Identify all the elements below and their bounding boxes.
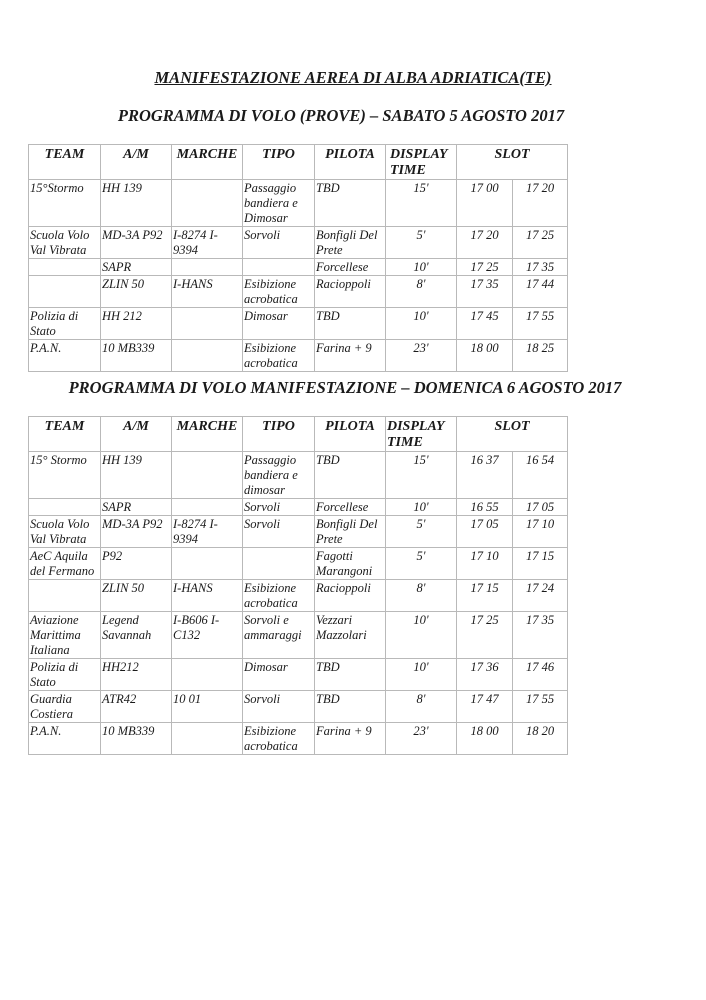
pilota-cell: TBD <box>315 308 386 340</box>
header-am: A/M <box>101 417 172 452</box>
table-row <box>29 723 568 755</box>
marche-cell <box>172 499 243 516</box>
header-marche: MARCHE <box>172 417 243 452</box>
pilota-cell: Racioppoli <box>315 276 386 308</box>
tipo-cell: Sorvoli <box>243 516 315 548</box>
tipo-cell: Sorvoli <box>243 499 315 516</box>
team-cell: Scuola Volo Val Vibrata <box>29 227 101 259</box>
display-time-cell: 23' <box>386 340 457 372</box>
am-cell: ATR42 <box>101 691 172 723</box>
pilota-cell: TBD <box>315 659 386 691</box>
marche-cell <box>172 180 243 227</box>
header-am: A/M <box>101 145 172 180</box>
header-tipo: TIPO <box>243 145 315 180</box>
tipo-cell: Passaggio bandiera e Dimosar <box>243 180 315 227</box>
display-time-cell: 10' <box>386 612 457 659</box>
slot-end-cell: 17 44 <box>513 276 568 308</box>
marche-cell: 10 01 <box>172 691 243 723</box>
display-time-cell: 15' <box>386 180 457 227</box>
display-time-cell: 10' <box>386 659 457 691</box>
slot-start-cell: 17 35 <box>457 276 513 308</box>
slot-end-cell: 16 54 <box>513 452 568 499</box>
slot-start-cell: 17 05 <box>457 516 513 548</box>
pilota-cell: TBD <box>315 180 386 227</box>
slot-start-cell: 17 20 <box>457 227 513 259</box>
table-row <box>29 180 568 227</box>
tipo-cell <box>243 259 315 276</box>
marche-cell <box>172 659 243 691</box>
marche-cell <box>172 723 243 755</box>
tipo-cell: Sorvoli <box>243 227 315 259</box>
pilota-cell: TBD <box>315 452 386 499</box>
pilota-cell: Racioppoli <box>315 580 386 612</box>
saturday-section-title: PROGRAMMA DI VOLO (PROVE) – SABATO 5 AGOSTO 2017 <box>117 106 565 125</box>
pilota-cell: Vezzari Mazzolari <box>315 612 386 659</box>
slot-end-cell: 18 20 <box>513 723 568 755</box>
display-time-cell: 5' <box>386 548 457 580</box>
table-row <box>29 340 568 372</box>
table-row <box>29 259 568 276</box>
table-row <box>29 516 568 548</box>
table-row <box>29 276 568 308</box>
am-cell: ZLIN 50 <box>101 276 172 308</box>
tipo-cell: Dimosar <box>243 659 315 691</box>
table-header-row <box>29 417 568 452</box>
marche-cell <box>172 452 243 499</box>
tipo-cell: Sorvoli e ammaraggi <box>243 612 315 659</box>
am-cell: HH 212 <box>101 308 172 340</box>
marche-cell: I-B606 I-C132 <box>172 612 243 659</box>
slot-start-cell: 16 55 <box>457 499 513 516</box>
slot-end-cell: 17 35 <box>513 612 568 659</box>
display-time-cell: 8' <box>386 276 457 308</box>
pilota-cell: Forcellese <box>315 259 386 276</box>
pilota-cell: Bonfigli Del Prete <box>315 227 386 259</box>
tipo-cell: Esibizione acrobatica <box>243 340 315 372</box>
tipo-cell: Esibizione acrobatica <box>243 580 315 612</box>
team-cell <box>29 276 101 308</box>
slot-end-cell: 18 25 <box>513 340 568 372</box>
slot-end-cell: 17 55 <box>513 308 568 340</box>
am-cell: HH212 <box>101 659 172 691</box>
am-cell: HH 139 <box>101 180 172 227</box>
tipo-cell: Passaggio bandiera e dimosar <box>243 452 315 499</box>
sunday-section-title: PROGRAMMA DI VOLO MANIFESTAZIONE – DOMENICA 6 AGOSTO 2017 <box>68 378 622 397</box>
header-team: TEAM <box>29 417 101 452</box>
pilota-cell: Farina + 9 <box>315 340 386 372</box>
header-display-time: DISPLAY TIME <box>386 417 457 452</box>
display-time-cell: 10' <box>386 499 457 516</box>
table-row <box>29 227 568 259</box>
display-time-cell: 5' <box>386 227 457 259</box>
table-row <box>29 580 568 612</box>
table-row <box>29 548 568 580</box>
slot-start-cell: 18 00 <box>457 723 513 755</box>
am-cell: MD-3A P92 <box>101 516 172 548</box>
page-title: MANIFESTAZIONE AEREA DI ALBA ADRIATICA(TE) <box>154 68 552 87</box>
team-cell <box>29 259 101 276</box>
team-cell: AeC Aquila del Fermano <box>29 548 101 580</box>
table-row <box>29 452 568 499</box>
slot-start-cell: 17 45 <box>457 308 513 340</box>
slot-start-cell: 17 25 <box>457 612 513 659</box>
slot-start-cell: 17 25 <box>457 259 513 276</box>
team-cell: Aviazione Marittima Italiana <box>29 612 101 659</box>
tipo-cell: Esibizione acrobatica <box>243 723 315 755</box>
slot-start-cell: 17 10 <box>457 548 513 580</box>
display-time-cell: 10' <box>386 259 457 276</box>
am-cell: SAPR <box>101 259 172 276</box>
am-cell: P92 <box>101 548 172 580</box>
table-row <box>29 659 568 691</box>
table-header-row <box>29 145 568 180</box>
team-cell <box>29 499 101 516</box>
slot-start-cell: 17 47 <box>457 691 513 723</box>
pilota-cell: Farina + 9 <box>315 723 386 755</box>
am-cell: ZLIN 50 <box>101 580 172 612</box>
marche-cell <box>172 340 243 372</box>
pilota-cell: TBD <box>315 691 386 723</box>
table-row <box>29 691 568 723</box>
display-time-cell: 5' <box>386 516 457 548</box>
marche-cell: I-HANS <box>172 276 243 308</box>
header-marche: MARCHE <box>172 145 243 180</box>
tipo-cell <box>243 548 315 580</box>
slot-end-cell: 17 25 <box>513 227 568 259</box>
team-cell: 15°Stormo <box>29 180 101 227</box>
header-pilota: PILOTA <box>315 145 386 180</box>
am-cell: 10 MB339 <box>101 723 172 755</box>
team-cell: Polizia di Stato <box>29 659 101 691</box>
marche-cell: I-8274 I-9394 <box>172 227 243 259</box>
am-cell: Legend Savannah <box>101 612 172 659</box>
team-cell: Scuola Volo Val Vibrata <box>29 516 101 548</box>
display-time-cell: 10' <box>386 308 457 340</box>
table-row <box>29 308 568 340</box>
tipo-cell: Esibizione acrobatica <box>243 276 315 308</box>
slot-start-cell: 17 36 <box>457 659 513 691</box>
tipo-cell: Dimosar <box>243 308 315 340</box>
display-time-cell: 15' <box>386 452 457 499</box>
slot-end-cell: 17 10 <box>513 516 568 548</box>
slot-end-cell: 17 24 <box>513 580 568 612</box>
am-cell: 10 MB339 <box>101 340 172 372</box>
team-cell: P.A.N. <box>29 340 101 372</box>
header-team: TEAM <box>29 145 101 180</box>
marche-cell: I-HANS <box>172 580 243 612</box>
header-slot: SLOT <box>457 145 568 180</box>
am-cell: MD-3A P92 <box>101 227 172 259</box>
saturday-schedule-table <box>28 144 568 372</box>
team-cell: 15° Stormo <box>29 452 101 499</box>
slot-end-cell: 17 15 <box>513 548 568 580</box>
slot-start-cell: 16 37 <box>457 452 513 499</box>
slot-start-cell: 17 15 <box>457 580 513 612</box>
slot-end-cell: 17 46 <box>513 659 568 691</box>
slot-end-cell: 17 05 <box>513 499 568 516</box>
header-slot: SLOT <box>457 417 568 452</box>
slot-start-cell: 18 00 <box>457 340 513 372</box>
slot-end-cell: 17 35 <box>513 259 568 276</box>
display-time-cell: 8' <box>386 580 457 612</box>
display-time-cell: 8' <box>386 691 457 723</box>
pilota-cell: Forcellese <box>315 499 386 516</box>
team-cell: Guardia Costiera <box>29 691 101 723</box>
tipo-cell: Sorvoli <box>243 691 315 723</box>
team-cell <box>29 580 101 612</box>
team-cell: Polizia di Stato <box>29 308 101 340</box>
marche-cell <box>172 308 243 340</box>
header-pilota: PILOTA <box>315 417 386 452</box>
team-cell: P.A.N. <box>29 723 101 755</box>
am-cell: HH 139 <box>101 452 172 499</box>
marche-cell <box>172 259 243 276</box>
table-row <box>29 612 568 659</box>
slot-end-cell: 17 55 <box>513 691 568 723</box>
sunday-schedule-table <box>28 416 568 755</box>
header-tipo: TIPO <box>243 417 315 452</box>
marche-cell <box>172 548 243 580</box>
slot-end-cell: 17 20 <box>513 180 568 227</box>
slot-start-cell: 17 00 <box>457 180 513 227</box>
pilota-cell: Bonfigli Del Prete <box>315 516 386 548</box>
display-time-cell: 23' <box>386 723 457 755</box>
header-display-time: DISPLAY TIME <box>386 145 457 180</box>
pilota-cell: Fagotti Marangoni <box>315 548 386 580</box>
table-row <box>29 499 568 516</box>
marche-cell: I-8274 I-9394 <box>172 516 243 548</box>
am-cell: SAPR <box>101 499 172 516</box>
